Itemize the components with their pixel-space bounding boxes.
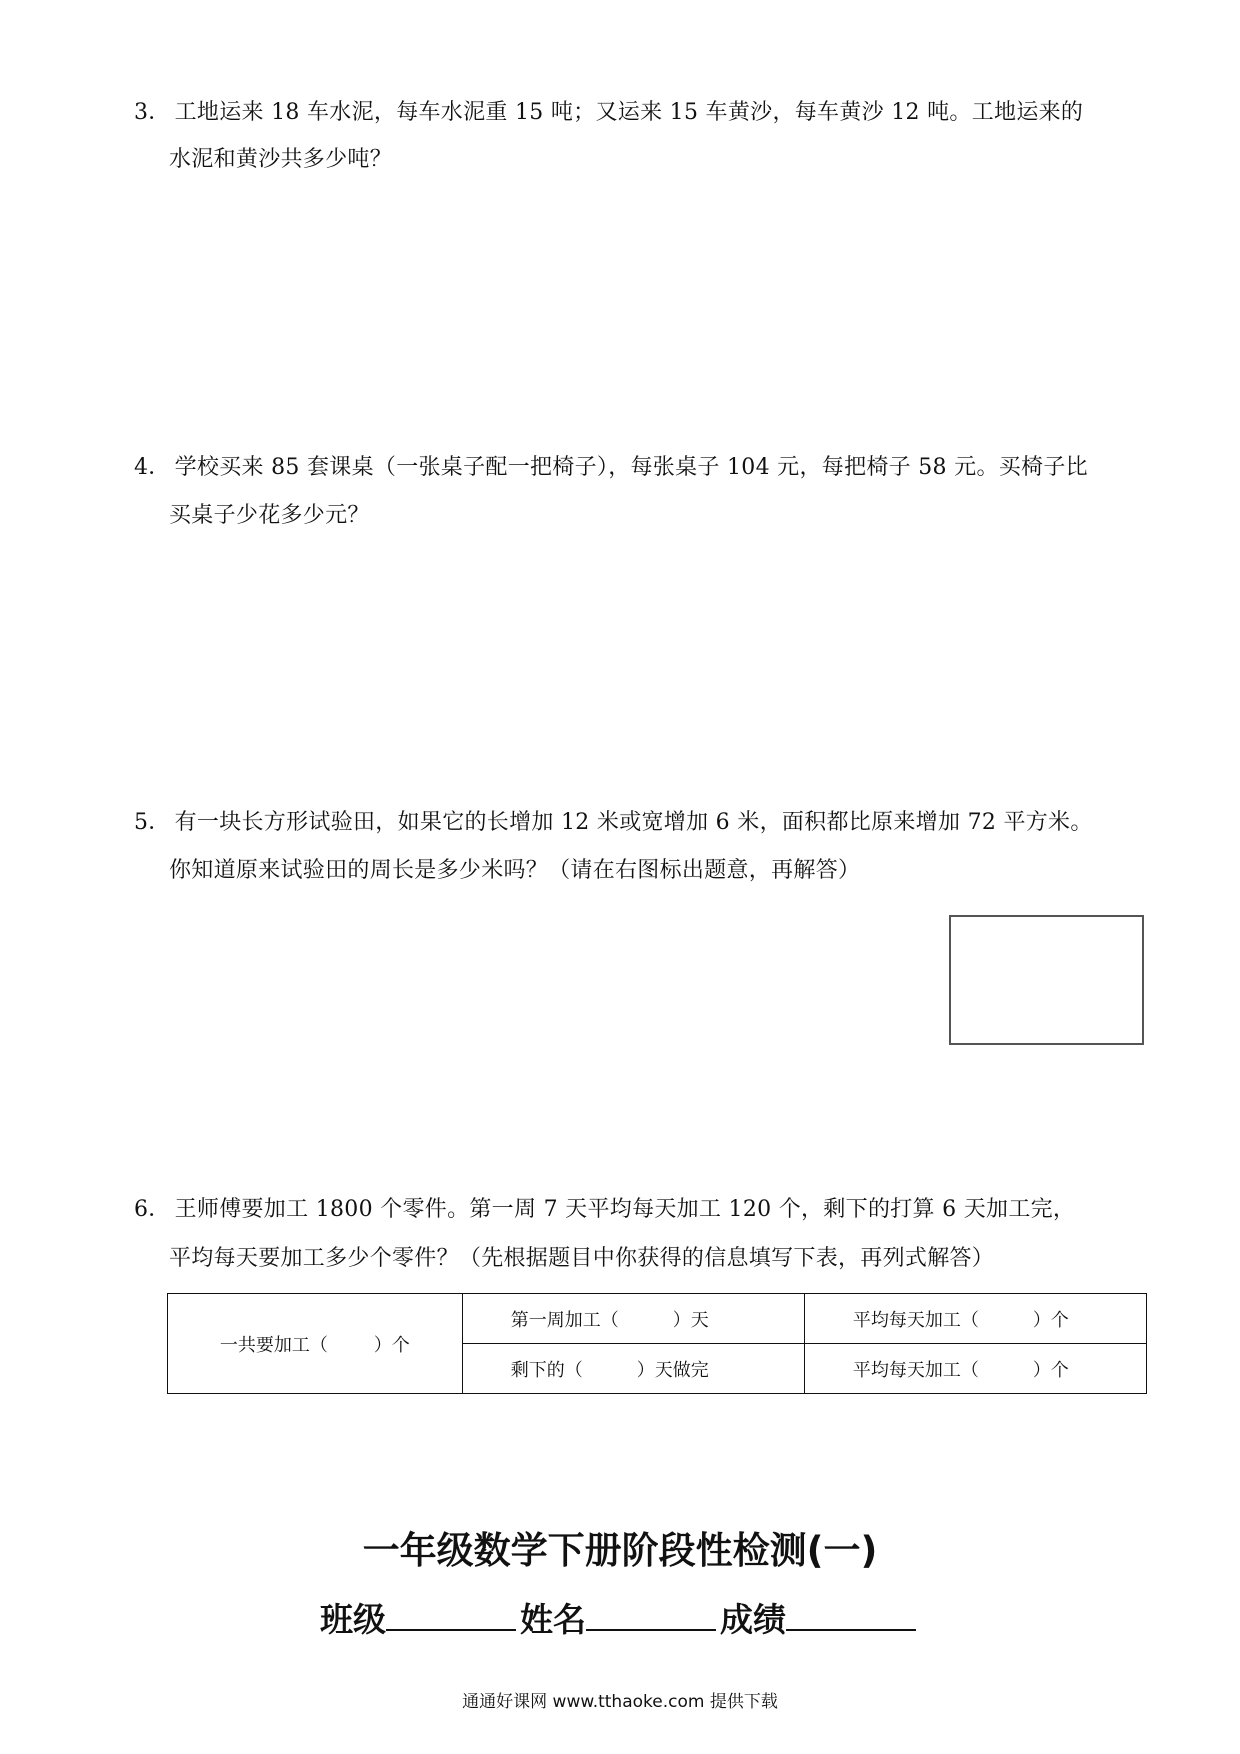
name-label: 姓名 — [520, 1600, 586, 1639]
name-blank[interactable] — [586, 1599, 716, 1631]
question-4-number: 4． — [134, 455, 171, 480]
week1-days-cell: 第一周加工（ ）天 — [462, 1294, 804, 1344]
question-4-text-1: 学校买来 85 套课桌（一张桌子配一把椅子），每张桌子 104 元，每把椅子 58 元。买椅子比 — [174, 455, 1088, 480]
score-blank[interactable] — [786, 1599, 916, 1631]
question-3-number: 3． — [134, 100, 171, 125]
question-3-text-1: 工地运来 18 车水泥，每车水泥重 15 吨；又运来 15 车黄沙，每车黄沙 12 吨。工地运来的 — [174, 100, 1084, 125]
class-blank[interactable] — [386, 1599, 516, 1631]
question-6-line-1 — [134, 1194, 1075, 1226]
question-5-line-1 — [134, 807, 1093, 839]
question-4-line-2: 买桌子少花多少元？ — [169, 503, 370, 528]
table-row — [168, 1294, 1147, 1344]
remaining-days-cell: 剩下的（ ）天做完 — [462, 1344, 804, 1394]
question-3-line-1 — [134, 97, 1083, 129]
score-label: 成绩 — [720, 1600, 786, 1639]
footer-source: 通通好课网 www.tthaoke.com 提供下载 — [462, 1692, 778, 1712]
remaining-daily-average-cell: 平均每天加工（ ）个 — [804, 1344, 1146, 1394]
week1-daily-average-cell: 平均每天加工（ ）个 — [804, 1294, 1146, 1344]
question-5-line-2: 你知道原来试验田的周长是多少米吗？（请在右图标出题意，再解答） — [169, 858, 861, 883]
rectangle-diagram-box — [949, 915, 1144, 1045]
question-6-number: 6． — [134, 1197, 171, 1222]
question-6-text-1: 王师傅要加工 1800 个零件。第一周 7 天平均每天加工 120 个，剩下的打算 6 天加工完， — [174, 1197, 1076, 1222]
question-5-text-1: 有一块长方形试验田，如果它的长增加 12 米或宽增加 6 米，面积都比原来增加 72 平方米。 — [174, 810, 1093, 835]
info-table — [167, 1293, 1147, 1394]
question-3-line-2: 水泥和黄沙共多少吨？ — [169, 147, 393, 172]
question-6-line-2: 平均每天要加工多少个零件？（先根据题目中你获得的信息填写下表，再列式解答） — [169, 1246, 995, 1271]
question-4-line-1 — [134, 452, 1088, 484]
total-parts-cell: 一共要加工（ ）个 — [168, 1294, 463, 1394]
student-info-line — [0, 1598, 1240, 1642]
class-label: 班级 — [320, 1600, 386, 1639]
test-title: 一年级数学下册阶段性检测(一) — [362, 1529, 878, 1572]
question-5-number: 5． — [134, 810, 171, 835]
